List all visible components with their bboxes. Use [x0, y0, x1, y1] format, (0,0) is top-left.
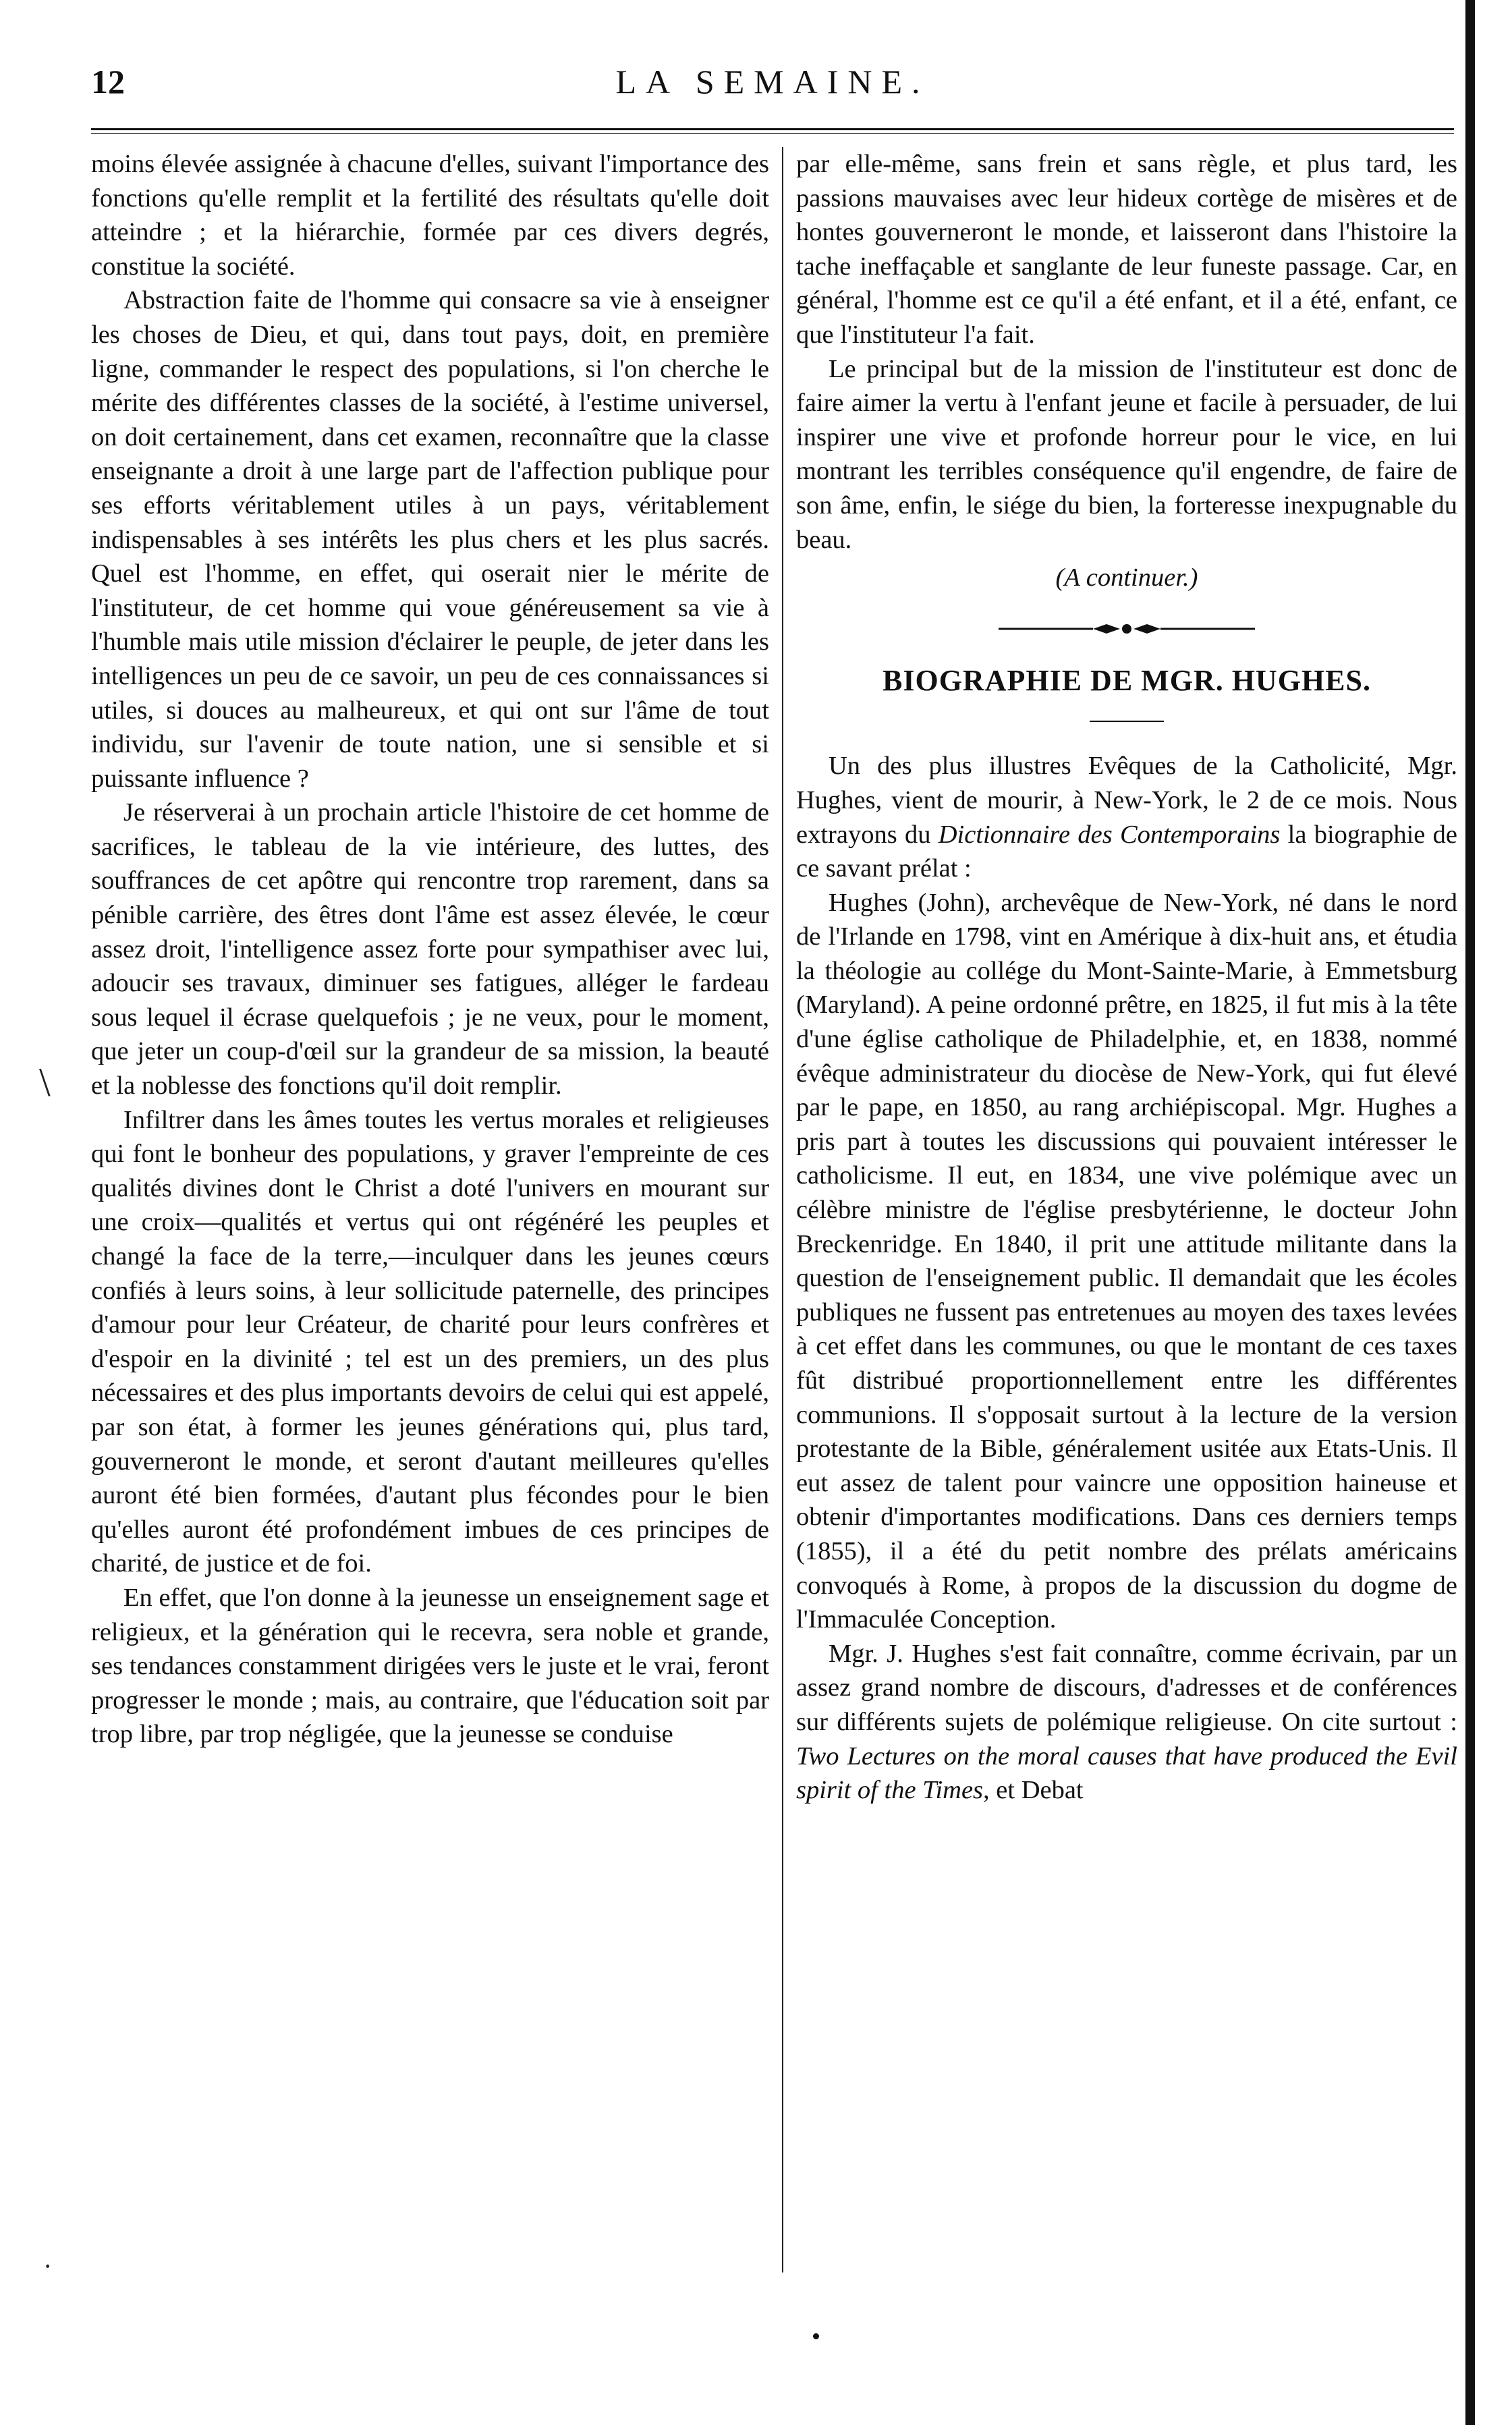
paragraph: Le principal but de la mission de l'instituteur est donc de faire aimer la vertu à l'enfant jeune et facile à persuader, de lui inspirer une vive et profonde horreur pour le vice, en lui montrant les terribles conséquence qu'il engendre, de faire de son âme, enfin, le siége du bien, la forteresse inexpugnable du beau.	[796, 354, 1457, 554]
text-run: et Debat	[989, 1776, 1084, 1805]
book-title: Dictionnaire des Contemporains	[938, 820, 1281, 849]
page-edge-shadow	[1465, 0, 1475, 2425]
title-rule	[1090, 721, 1164, 722]
paragraph	[796, 749, 1457, 885]
continuation-note: (A continuer.)	[1055, 563, 1198, 592]
text-run: Un des plus illustres Evêques de la Catholicité, Mgr. Hughes, vient de mourir, à New-York, le 2 de ce mois. Nous extrayons du	[796, 752, 1457, 849]
paragraph: Abstraction faite de l'homme qui consacre sa vie à enseigner les choses de Dieu, et qui, dans tout pays, doit, en première ligne, commander le respect des populations, si l'on cherche le mérite des différentes classes de la société, à l'estime universel, on doit certainement, dans cet examen, reconnaître que la classe enseignante a droit à une large part de l'affection publique pour ses efforts véritablement utiles à un pays, véritablement indispensables à ses intérêts les plus chers et les plus sacrés. Quel est l'homme, en effet, qui oserait nier le mérite de l'instituteur, de cet homme qui voue généreusement sa vie à l'humble mais utile mission d'éclairer le peuple, de jeter dans les intelligences un peu de ce savoir, un peu de ces connaissances si utiles, si douces au malheureux, et qui ont sur l'âme de tout individu, sur l'avenir de toute nation, une si sensible et si puissante influence ?	[91, 286, 769, 793]
header-rule	[91, 128, 1454, 134]
right-column	[796, 147, 1457, 1808]
margin-annotation-mark: \	[39, 1060, 51, 1105]
column-divider	[782, 147, 783, 2273]
paragraph: moins élevée assignée à chacune d'elles, suivant l'importance des fonctions qu'elle remplit et la fertilité des résultats qu'elle doit atteindre ; et la hiérarchie, formée par ces divers degrés, constitue la société.	[91, 150, 769, 281]
text-run: la biographie de ce savant prélat :	[796, 820, 1457, 883]
paragraph: par elle-même, sans frein et sans règle, et plus tard, les passions mauvaises avec leur hideux cortège de misères et de hontes gouverneront le monde, et laisseront dans l'histoire la tache ineffaçable et sanglante de leur funeste passage. Car, en général, l'homme est ce qu'il a été enfant, et il a été, enfant, ce que l'instituteur l'a fait.	[796, 150, 1457, 349]
page-header	[91, 62, 1454, 109]
paragraph: Infiltrer dans les âmes toutes les vertus morales et religieuses qui font le bonheur des populations, y graver l'empreinte de ces qualités divines dont le Christ a doté l'univers en mourant sur une croix—qualités et vertus qui ont régénéré les peuples et changé la face de la terre,—inculquer dans les jeunes cœurs confiés à leurs soins, à leur sollicitude paternelle, des principes d'amour pour leur Créateur, de charité pour leurs confrères et d'espoir en la divinité ; tel est un des premiers, un des plus nécessaires et des plus importants devoirs de celui qui est appelé, par son état, à former les jeunes générations qui, plus tard, gouverneront le monde, et seront d'autant meilleures qu'elles auront été bien formées, d'autant plus fécondes pour le bien qu'elles auront été profondément imbues de ces principes de charité, de justice et de foi.	[91, 1105, 769, 1578]
book-title: Two Lectures on the moral causes that have produced the Evil spirit of the Times,	[796, 1741, 1457, 1805]
section-title: BIOGRAPHIE DE MGR. HUGHES.	[883, 663, 1371, 697]
running-title: LA SEMAINE.	[615, 63, 930, 101]
text-run: Mgr. J. Hughes s'est fait connaître, comme écrivain, par un assez grand nombre de discours, d'adresses et de conférences sur différents sujets de polémique religieuse. On cite surtout :	[796, 1639, 1457, 1736]
margin-dot: ·	[43, 2251, 53, 2281]
paragraph: Je réserverai à un prochain article l'histoire de cet homme de sacrifices, le tableau de la vie intérieure, des luttes, des souffrances de cet apôtre qui rencontre trop rarement, dans sa pénible carrière, des êtres dont l'âme est assez élevée, le cœur assez droit, l'intelligence assez forte pour sympathiser avec lui, adoucir ses travaux, diminuer ses fatigues, alléger le fardeau sous lequel il écrase quelquefois ; je ne veux, pour le moment, que jeter un coup-d'œil sur la grandeur de sa mission, la beauté et la noblesse des fonctions qu'il doit remplir.	[91, 798, 769, 1100]
ornamental-divider	[999, 621, 1255, 637]
footer-dot	[813, 2333, 819, 2339]
left-column	[91, 147, 769, 1752]
paragraph: Hughes (John), archevêque de New-York, né dans le nord de l'Irlande en 1798, vint en Amérique à dix-huit ans, et étudia la théologie au collége du Mont-Sainte-Marie, à Emmetsburg (Maryland). A peine ordonné prêtre, en 1825, il fut mis à la tête d'une église catholique de Philadelphie, et, en 1838, nommé évêque administrateur du diocèse de New-York, qui fut élevé par le pape, en 1850, au rang archiépiscopal. Mgr. Hughes a pris part à toutes les discussions qui pouvaient intéresser le catholicisme. Il eut, en 1834, une vive polémique avec un célèbre ministre de l'église presbytérienne, le docteur John Breckenridge. En 1840, il prit une attitude militante dans la question de l'enseignement public. Il demandait que les écoles publiques ne fussent pas entretenues au moyen des taxes levées à cet effet dans les communes, ou que le montant de ces taxes fût distribué proportionnellement entre les différentes communions. Il s'opposait surtout à la lecture de la version protestante de la Bible, généralement usitée aux Etats-Unis. Il eut assez de talent pour vaincre une opposition haineuse et obtenir d'importantes modifications. Dans ces derniers temps (1855), il a été du petit nombre des prélats américains convoqués à Rome, à propos de la discussion du dogme de l'Immaculée Conception.	[796, 888, 1457, 1634]
page-number: 12	[91, 63, 125, 101]
paragraph	[796, 1637, 1457, 1808]
paragraph: En effet, que l'on donne à la jeunesse un enseignement sage et religieux, et la génération qui le recevra, sera noble et grande, ses tendances constamment dirigées vers le juste et le vrai, feront progresser le monde ; mais, au contraire, que l'éducation soit par trop libre, par trop négligée, que la jeunesse se conduise	[91, 1583, 769, 1749]
